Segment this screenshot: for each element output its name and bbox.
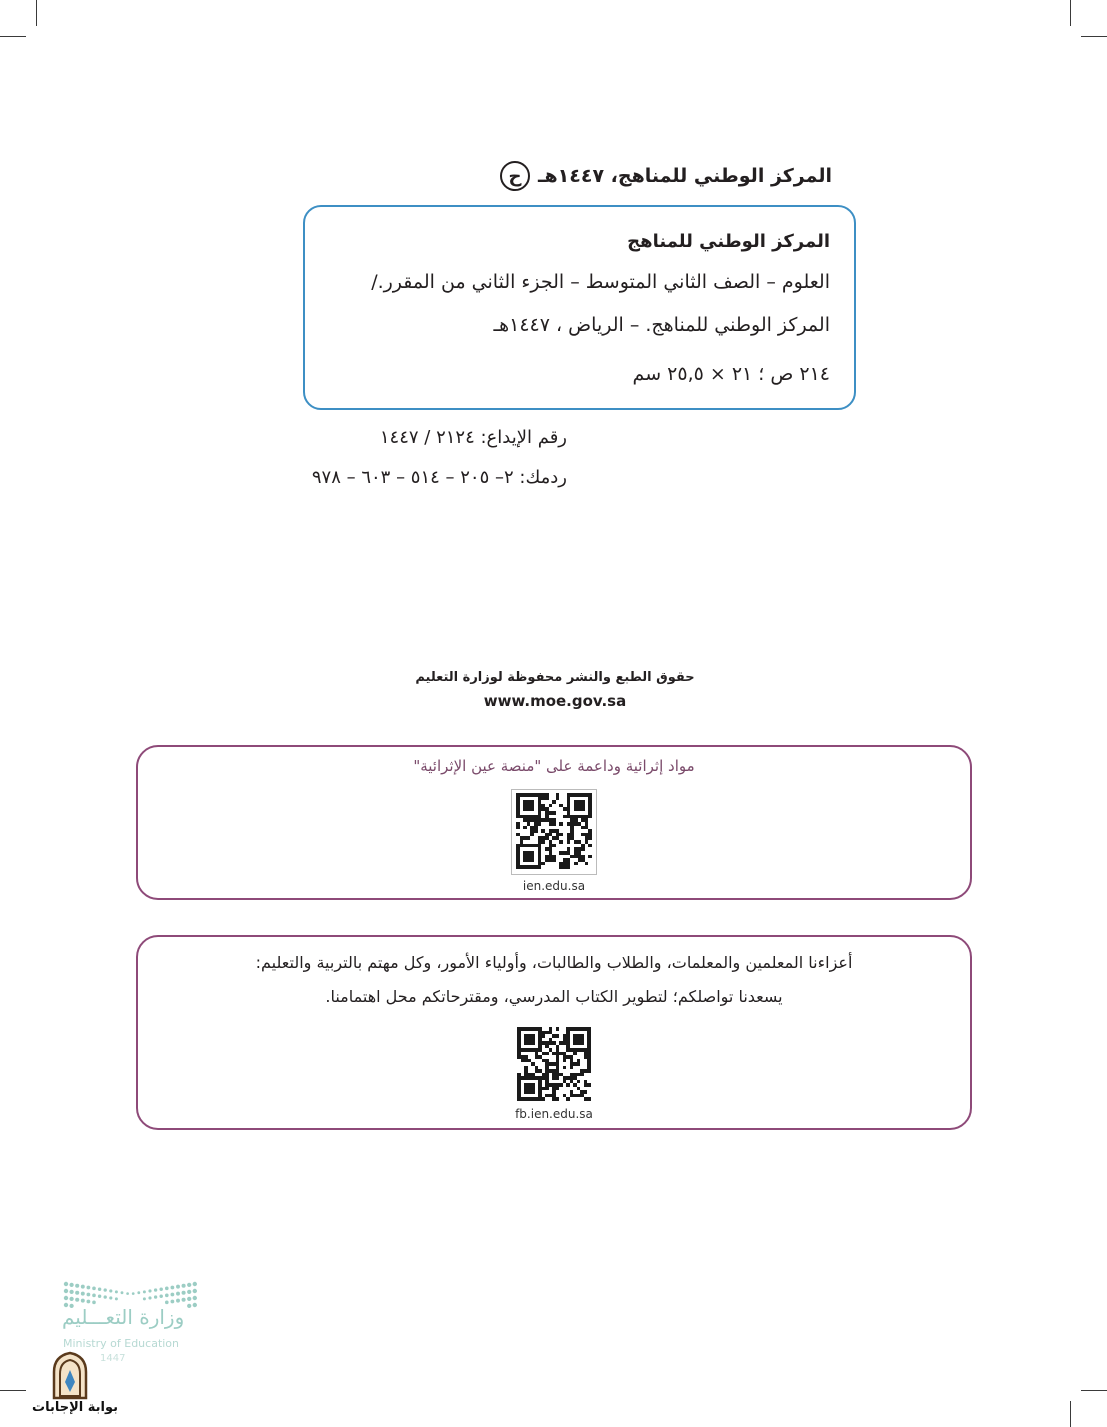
feedback-line-1: أعزاءنا المعلمين والمعلمات، والطلاب والطالبات، وأولياء الأمور، وكل مهتم بالتربية والتعليم: <box>255 953 853 972</box>
crop-mark <box>1070 1401 1071 1427</box>
feedback-box <box>136 935 972 1130</box>
catalog-publisher-line: المركز الوطني للمناهج. – الرياض ، ١٤٤٧هـ <box>493 314 830 336</box>
ien-qr-caption: ien.edu.sa <box>522 879 586 893</box>
crop-mark <box>1070 0 1071 26</box>
copyright-line <box>500 158 840 194</box>
ien-platform-box <box>136 745 972 900</box>
isbn-number: ردمك: ٢– ٢٠٥ – ٥١٤ – ٦٠٣ – ٩٧٨ <box>311 467 567 488</box>
feedback-qr-caption: fb.ien.edu.sa <box>515 1107 593 1121</box>
catalog-heading: المركز الوطني للمناهج <box>627 231 830 252</box>
catalog-pages-line: ٢١٤ ص ؛ ٢١ × ٢٥,٥ سم <box>632 363 830 385</box>
deposit-number: رقم الإيداع: ٢١٢٤ / ١٤٤٧ <box>379 427 567 448</box>
ien-platform-text: مواد إثرائية وداعمة على "منصة عين الإثرائية" <box>413 757 695 775</box>
feedback-qr-code-icon[interactable] <box>517 1027 591 1101</box>
catalog-title-line: العلوم – الصف الثاني المتوسط – الجزء الثاني من المقرر./ <box>371 271 830 293</box>
catalog-record-box <box>303 205 856 410</box>
copyright-text: المركز الوطني للمناهج، ١٤٤٧هـ <box>538 165 833 187</box>
crop-mark <box>36 0 37 26</box>
crop-mark <box>0 1390 26 1391</box>
watermark-text: بوابة الإجابات <box>32 1400 118 1415</box>
crop-mark <box>1081 36 1107 37</box>
ministry-year: 1447 <box>100 1353 126 1364</box>
watermark-logo-icon <box>48 1350 92 1400</box>
ien-qr-code-icon[interactable] <box>516 793 592 869</box>
crop-mark <box>0 36 26 37</box>
website-link[interactable]: www.moe.gov.sa <box>483 692 627 710</box>
feedback-line-2: يسعدنا تواصلكم؛ لتطوير الكتاب المدرسي، ومقترحاتكم محل اهتمامنا. <box>325 987 783 1006</box>
copyright-symbol-icon: ح <box>500 161 530 191</box>
ministry-name-ar: وزارة التعـــليم <box>62 1305 185 1329</box>
crop-mark <box>1081 1390 1107 1391</box>
ministry-name-en: Ministry of Education <box>63 1337 180 1350</box>
rights-notice: حقوق الطبع والنشر محفوظة لوزارة التعليم <box>415 670 695 685</box>
